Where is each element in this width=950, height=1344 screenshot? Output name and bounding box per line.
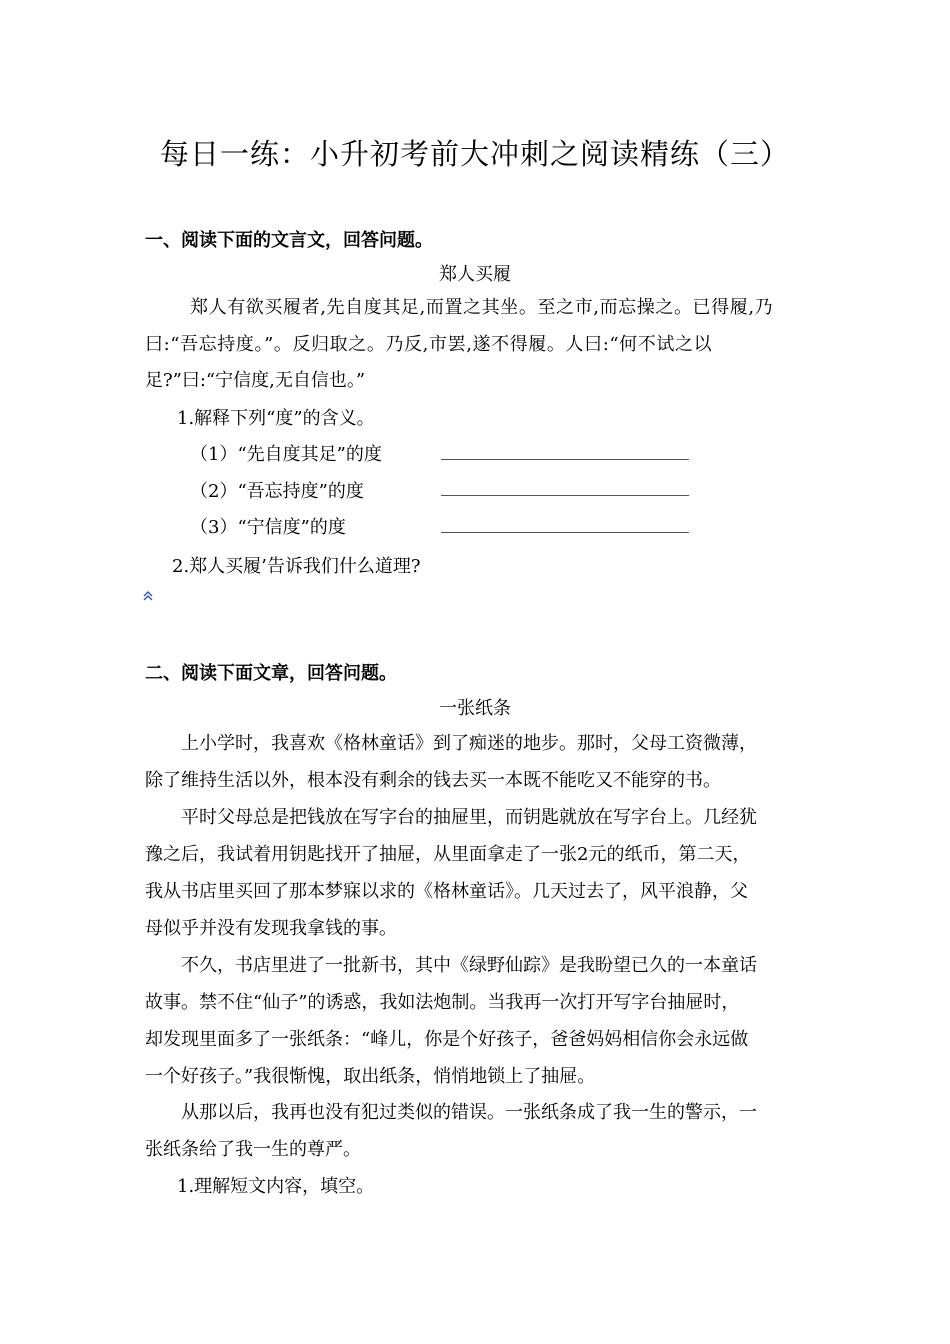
question-1: 1.解释下列“度”的含义。 [177, 408, 375, 429]
question-1-item: （2）“吾忘持度”的度 [190, 481, 364, 502]
page-title: 每日一练：小升初考前大冲刺之阅读精练（三） [159, 137, 790, 171]
question-1-item: （3）“宁信度”的度 [190, 517, 346, 538]
question-2: 2.郑人买履’告诉我们什么道理? [172, 556, 421, 577]
section2-story-title: 一张纸条 [439, 698, 511, 719]
section2-paragraph: 不久，书店里进了一批新书，其中《绿野仙踪》是我盼望已久的一本童话 故事。禁不住“仙子”的诱惑，我如法炮制。当我再一次打开写字台抽屉时， 却发现里面多了一张纸条：“峰儿，你是个好孩子，爸爸妈妈相信你会永远做 一个好孩子。”我很惭愧，取出纸条，悄悄地锁上了抽屉。 [145, 955, 757, 1087]
section2-question-1: 1.理解短文内容，填空。 [177, 1176, 375, 1197]
section1-text-line: 足?”曰:“宁信度,无自信也。” [145, 370, 366, 391]
section2-paragraph: 上小学时，我喜欢《格林童话》到了痴迷的地步。那时，父母工资微薄， 除了维持生活以外，根本没有剩余的钱去买一本既不能吃又不能穿的书。 [145, 733, 757, 791]
section1-text-line: 郑人有欲买履者,先自度其足,而置之其坐。至之市,而忘操之。已得履,乃 [190, 297, 774, 318]
section1-heading: 一、阅读下面的文言文，回答问题。 [145, 230, 433, 251]
section2-heading: 二、阅读下面文章，回答问题。 [145, 663, 397, 684]
double-chevron-up-icon [143, 590, 153, 606]
question-1-item: （1）“先自度其足”的度 [190, 444, 382, 465]
answer-blank[interactable] [441, 494, 689, 496]
answer-blank[interactable] [441, 531, 689, 533]
section2-paragraph: 从那以后，我再也没有犯过类似的错误。一张纸条成了我一生的警示，一 张纸条给了我一生的尊严。 [145, 1102, 757, 1160]
section2-paragraph: 平时父母总是把钱放在写字台的抽屉里，而钥匙就放在写字台上。几经犹 豫之后，我试着用钥匙找开了抽屉，从里面拿走了一张2元的纸币，第二天， 我从书店里买回了那本梦寐以求的《格林童话》。几天过去了，风平浪静，父 母似乎并没有发现我拿钱的事。 [145, 807, 757, 939]
section1-story-title: 郑人买履 [439, 264, 511, 285]
answer-blank[interactable] [441, 458, 689, 460]
section1-text-line: 曰:“吾忘持度。”。反归取之。乃反,市罢,遂不得履。人曰:“何不试之以 [145, 334, 713, 355]
